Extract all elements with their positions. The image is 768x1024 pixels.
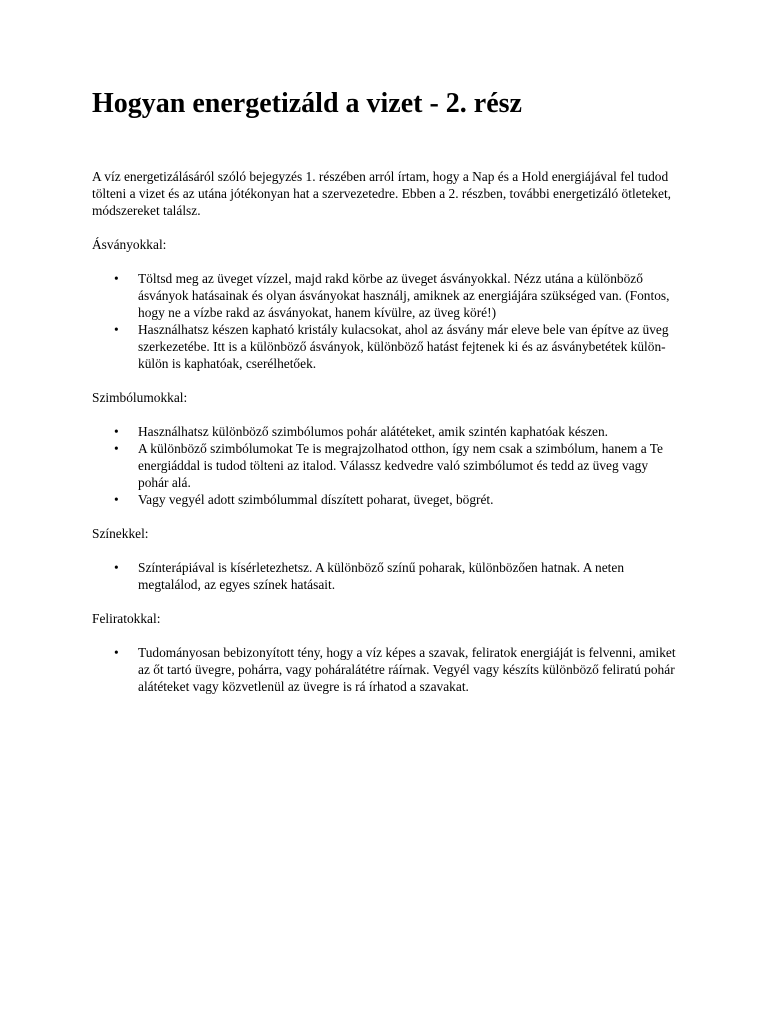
- list-item: • Vagy vegyél adott szimbólummal díszített poharat, üveget, bögrét.: [138, 491, 677, 508]
- minerals-list: [92, 270, 677, 372]
- list-item: • Töltsd meg az üveget vízzel, majd rakd körbe az üveget ásványokkal. Nézz utána a különböző ásványok hatásainak és olyan ásványokat használj, amiknek az energiájára szükséged van. (Fontos, hogy ne a vízbe rakd az ásványokat, hanem kívülre, az üveg köré!): [138, 270, 677, 321]
- inscriptions-list: [92, 644, 677, 695]
- symbols-list: [92, 423, 677, 508]
- list-item: • Színterápiával is kísérletezhetsz. A különböző színű poharak, különbözően hatnak. A neten megtalálod, az egyes színek hatásait.: [138, 559, 677, 593]
- section-heading-inscriptions: Feliratokkal:: [92, 611, 161, 626]
- list-item: • Használhatsz készen kapható kristály kulacsokat, ahol az ásvány már eleve bele van építve az üveg szerkezetébe. Itt is a különböző ásványok, különböző hatást fejtenek ki és az ásványbetétek külön-külön is kaphatóak, cserélhetőek.: [138, 321, 677, 372]
- colors-list: [92, 559, 677, 593]
- section-heading-minerals: Ásványokkal:: [92, 237, 167, 252]
- page-title: Hogyan energetizáld a vizet - 2. rész: [92, 88, 522, 119]
- document-body: [92, 168, 677, 712]
- section-heading-symbols: Szimbólumokkal:: [92, 390, 188, 405]
- list-item: • Tudományosan bebizonyított tény, hogy a víz képes a szavak, feliratok energiáját is felvenni, amiket az őt tartó üvegre, pohárra, vagy poháralátétre ráírnak. Vegyél vagy készíts különböző feliratú pohár alátéteket vagy közvetlenül az üvegre is rá írhatod a szavakat.: [138, 644, 677, 695]
- intro-paragraph: A víz energetizálásáról szóló bejegyzés 1. részében arról írtam, hogy a Nap és a Hold energiájával fel tudod tölteni a vizet és az utána jótékonyan hat a szervezetedre. Ebben a 2. részben, további energetizáló ötleteket, módszereket találsz.: [92, 169, 672, 218]
- list-item: • Használhatsz különböző szimbólumos pohár alátéteket, amik szintén kaphatóak készen.: [138, 423, 677, 440]
- section-heading-colors: Színekkel:: [92, 526, 149, 541]
- list-item: • A különböző szimbólumokat Te is megrajzolhatod otthon, így nem csak a szimbólum, hanem a Te energiáddal is tudod tölteni az italod. Válassz kedvedre való szimbólumot és tedd az üveg vagy pohár alá.: [138, 440, 677, 491]
